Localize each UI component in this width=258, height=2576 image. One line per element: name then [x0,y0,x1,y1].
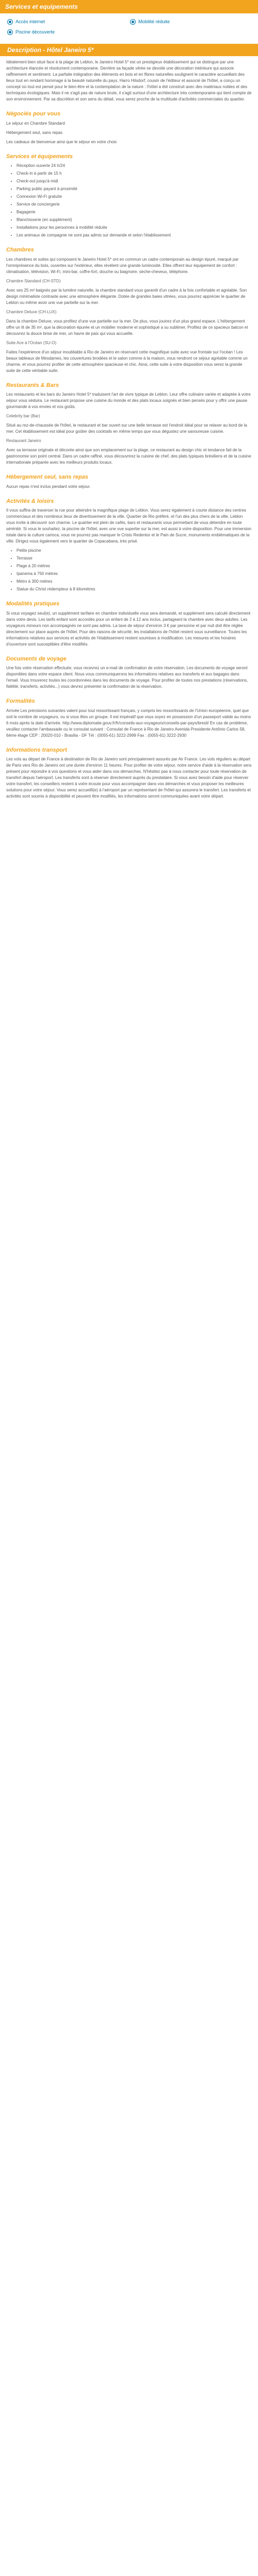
list-item: • Plage à 20 mètres [17,563,252,569]
room-name: Chambre Standard (CH-STD) [6,278,61,283]
description-header: Description - Hôtel Janeiro 5* [0,44,258,56]
list-item: • Installations pour les personnes à mobilité réduite [17,225,252,231]
list-item: • Réception ouverte 24 h/24 [17,163,252,169]
list-item: • Bagagerie [17,209,252,215]
services-list [6,163,252,239]
list-item: • Check-out jusqu'à midi [17,178,252,184]
food-desc: Les restaurants et les bars du Janeiro Hotel 5* traduisent l'art de vivre typique de Leblon. Leur offre culinaire variée et adaptée à votre séjour vous séduira. Le restaurant propose une cuisine du monde et des plats locaux soignés et bien pensés pour y offrir une pause gourmande à vos envies et vos goûts. [6,392,251,409]
activities-title: Activités & loisirs [6,498,54,504]
list-item: • Métro à 300 mètres [17,579,252,585]
formalities-title: Formalités [6,698,35,704]
amenity-pool [7,29,130,36]
formalities-desc: Arrivée Les précisions suivantes valent pour tout ressortissant français, y compris les ressortissants de l'Union européenne, quel que soit le nombre de voyageurs, ou si vous êtes un groupe. Il est impératif que vous soyez en possession d'un passeport valide au moins 6 mois après la date d'arrivée. http://www.diplomatie.gouv.fr/fr/conseils-aux-voyageurs/conseils-par-pays/bresil/ En cas de problème, veuillez contacter l'ambassade ou le consulat suivant : Consulat de France à Rio de Janeiro Avenida Presidente Antônio Carlos 58, 6ème étage CEP : 20020-010 - Brasilia - DF Tél : (0055-61) 3222-2999 Fax : (0055-61) 3222-2930 [6,708,251,738]
services-header: Services et equipements [0,0,258,13]
rooms-title: Chambres [6,247,34,253]
room-desc: Dans la chambre Deluxe, vous profitez d'une vue partielle sur la mer. De plus, vous jouirez d'un plus grand espace. L'hébergement offre un lit de 35 m², que la décoration épurée et un mobilier moderne et sophistiqué a su sublimer. Profitez de ce spacieux balcon et découvrez la douce brise de mer, un havre de paix qui vous accueille. [6,318,248,336]
intro-text: Idéalement bien situé face à la plage de Leblon, le Janeiro Hotel 5* est un prestigieux établissement qui se distingue par une architecture élancée et résolument contemporaine. Derrière sa façade vitrée se devoile une décoration intérieure qui associe raffinement et sentiment. La parfaite intégration des éléments en bois et en fibres naturelles soulignent le caractère accueillant des lieux tout en rendant hommage à la beauté naturelle du pays. Harro Hilsdorf, cousin de l'éditeur et associé de l'hôtel, a conçu un concept où tout est pensé pour le bien-être et la contemplation de la nature : l'hôtel a été construit avec des matériaux nobles et des techniques écologiques. Mais il ne s'agit pas de nature brute, il s'agit surtout d'une architecture très contemporaine qui tient compte de son environnement. Par sa discrétion et son sens du détail, vous serez proche de la multitude d'activités commerciales du quartier. [6,60,252,101]
lodging-desc: Aucun repas n'est inclus pendant votre séjour. [6,484,91,489]
docs-title: Documents de voyage [6,655,67,662]
neg-item: Les cadeaux de bienvenue ainsi que le séjour en votre choix [6,139,117,144]
activities-desc: Il vous suffira de traverser la rue pour atteindre la magnifique plage de Leblon. Vous serez également à courte distance des centres commerciaux et des nombreux lieux de divertissement de la ville. Quartier de Rio préféré, et l'un des plus chers de la ville, Leblon vous invite à découvrir son charme. Le quartier est plein de cafés, bars et restaurants vous permettant de vous détendre en toute sérénité. Si vous le souhaitez, la piscine de l'hôtel, avec une vue superbe sur la mer, est aussi à votre disposition. Pour une immersion totale dans la culture carioca, vous ne pourrez pas manquer le Cristo Redentor et le Pain de Sucre, monuments emblématiques de la ville. Dirigez-vous également vers le quartier de Copacabana, très prisé. [6,508,252,544]
list-item: • Check-in à partir de 15 h [17,171,252,177]
room-desc: Faites l'expérience d'un séjour inoubliable à Rio de Janeiro en réservant cette magnifique suite avec vue frontale sur l'océan ! Les beaux tableaux de Mesdames, les couvertures brodées et le salon comme à la maison, vous rendront ce séjour agréable comme un charme, et vous pourrez profiter de cette atmosphère spacieuse et chic. Ainsi, cette suite à votre disposition vous serez la grande suite de cette véritable suite. [6,349,248,373]
page [0,0,258,800]
docs-desc: Une fois votre réservation effectuée, vous recevrez un e-mail de confirmation de votre réservation. Les documents de voyage seront disponibles dans votre espace client. Nous vous communiquerons les informations relatives aux transferts et aux bagages dans l'email. Vous trouverez toutes les coordonnées dans les documents de voyage. Pour profiter de toutes nos prestations (réservations, fidélité, transferts, activités...) vous devrez présenter la confirmation de la réservation. [6,666,248,689]
list-item: • Ipanema à 750 mètres [17,571,252,577]
bar-desc: Avec sa terrasse originale et décorée ainsi que son emplacement sur la plage, ce restaurant au design chic et tendance fait de la gastronomie son point central. Dans un cadre raffiné, vous découvrirez la cuisine de chef, des plats typiques brésiliens et de la cuisine internationale préparée avec les meilleurs produits locaux. [6,448,251,465]
room-name: Chambre Deluxe (CH-LUX) [6,309,57,314]
list-item: • Petite piscine [17,548,252,554]
amenity-label: Piscine découverte [15,29,55,35]
room-name: Suite Ace à l'Océan (SU-O) [6,340,57,345]
amenities-list [0,13,258,39]
wifi-icon [7,19,13,25]
rooms-intro: Les chambres et suites qui composent le Janeiro Hotel 5* ont en commun un cadre contemporain au design épuré, marqué par l'omniprésence du bois, ouvertes sur l'extérieur, elles révèlent une grande luminosité. Elles offrent leur équipement de confort : climatisation, télévision, Wi-Fi, mini-bar, coffre-fort, douche ou baignoire, sèche-cheveux, téléphone. [6,257,239,274]
pool-icon [7,29,13,35]
wheelchair-icon [130,19,136,25]
amenity-accessibility [130,19,253,26]
food-title: Restaurants & Bars [6,382,59,388]
list-item: • Les animaux de compagnie ne sont pas admis sur demande et selon l'établissement [17,232,252,239]
bar-desc: Situé au rez-de-chaussée de l'hôtel, le restaurant et bar ouvert sur une belle terrasse est l'endroit idéal pour se relaxer au bord de la mer. Cet établissement est idéal pour goûter des cocktails en même temps que vous dégustez une savoureuse cuisine. [6,423,247,434]
list-item: • Connexion Wi-Fi gratuite [17,194,252,200]
list-item: • Terrasse [17,555,252,562]
room-desc: Avec ses 25 m² baignés par la lumière naturelle, la chambre standard vous garantit d'un cadre à la fois confortable et agréable. Son design minimaliste contraste avec une atmosphère élégante. Dotée de grandes baies vitrées, vous pourrez apprécier le quartier de Leblon ou même avoir une vue partielle sur la mer. [6,287,247,305]
amenity-label: Accès internet [15,19,45,24]
terms-title: Modalités pratiques [6,601,60,607]
neg-item: Le séjour en Chambre Standard [6,121,65,126]
bar-name: Restaurant Janeiro [6,438,41,443]
negotiated-title: Négociés pour vous [6,111,61,117]
transport-desc: Les vols au départ de France à destination de Rio de Janeiro sont principalement assurés par Air France. Les vols réguliers au départ de Paris vers Rio de Janeiro ont une durée d'environ 11 heures. Pour profiter de votre séjour, notre service d'aide à la réservation sera présent pour répondre à vos questions et vous aider dans vos démarches. N'hésitez pas à nous contacter pour toute réservation de transfert depuis l'aéroport. Les transferts sont à réserver directement auprès du prestataire. Si vous avez besoin d'aide pour réserver votre transfert, les conseillers restent à votre écoute pour vous accompagner dans vos démarches et vous proposer les meilleures solutions pour votre séjour. Vous serez accueilli(e) à l'aéroport par un représentant de l'hôtel qui assurera le transfert. Les transferts et activités sont soumis à disponibilité et peuvent être modifiés, les informations seront communiquées avant votre départ. [6,757,252,799]
list-item: • Parking public payant à proximité [17,186,252,192]
list-item: • Statue du Christ rédempteur à 8 kilomètres [17,586,252,592]
amenity-wifi [7,19,130,26]
terms-desc: Si vous voyagez seul(e), un supplément tarifaire en chambre individuelle vous sera demandé, et supplément sera calculé directement dans votre devis. Les tarifs enfant sont accordés pour un enfant de 2 à 12 ans inclus, partageant la chambre avec deux adultes. Les voyageurs mineurs non accompagnés ne sont pas admis. La taxe de séjour d'environ 3 € par personne et par nuit doit être réglée directement sur place auprès de l'hôtel. Pour des raisons de sécurité, les installations de l'hôtel restent sous surveillance. Toutes les informations relatives aux services et activités de l'établissement restent soumises à modification. Les mesures et les horaires d'ouverture sont susceptibles d'être modifiés. [6,611,251,647]
description-content [0,59,258,800]
neg-item: Hébergement seul, sans repas [6,130,62,135]
activities-list [6,548,252,592]
transport-title: Informations transport [6,747,67,753]
bar-name: Celebrity bar (Bar) [6,414,40,418]
amenity-label: Mobilité réduite [138,19,170,24]
list-item: • Service de conciergerie [17,201,252,208]
services-title: Services et équipements [6,153,73,160]
list-item: • Blanchisserie (en supplément) [17,217,252,223]
lodging-title: Hébergement seul, sans repas [6,474,88,480]
